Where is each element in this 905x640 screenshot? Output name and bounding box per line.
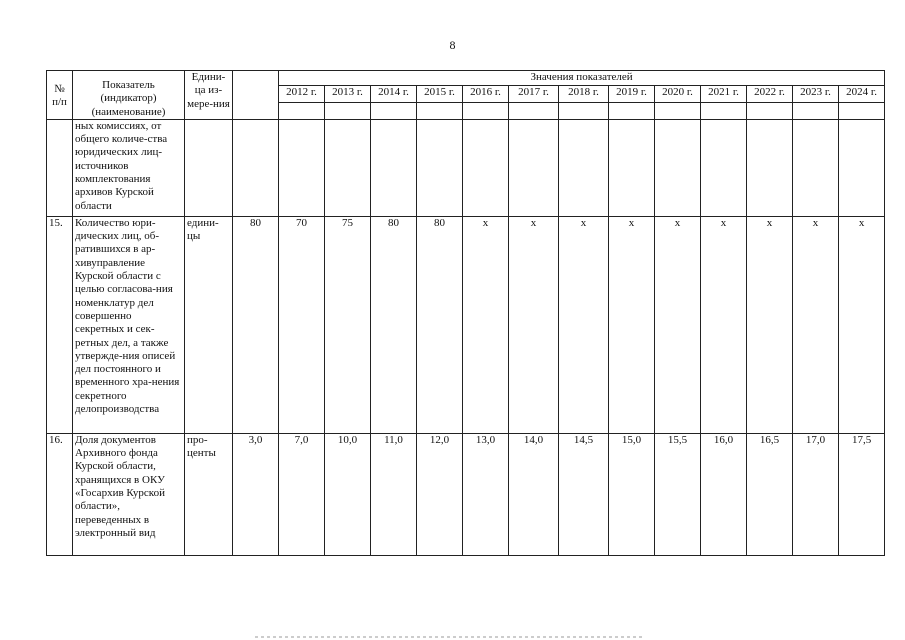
table-row [47,216,885,433]
row-value: 17,0 [793,433,839,555]
row-num: 15. [47,216,73,433]
row-value [463,119,509,216]
header-year: 2020 г. [655,85,701,102]
row-indicator-name: Количество юри-дических лиц, об-ратившихся в ар-хивуправление Курской области с целью согласова-ния номенклатур дел совершенно секретных и сек-ретных дел, а также утвержде-ния описей дел постоянного и временного хра-нения секретного делопроизводства [73,216,185,433]
row-value: 17,5 [839,433,885,555]
row-value: х [793,216,839,433]
row-value: х [655,216,701,433]
header-year: 2018 г. [559,85,609,102]
header-num: № п/п [47,71,73,120]
row-unit [185,119,233,216]
table-row [47,433,885,555]
page-number: 8 [449,38,456,52]
row-value [839,119,885,216]
row-value: 80 [233,216,279,433]
row-value: 13,0 [463,433,509,555]
row-value: х [559,216,609,433]
row-value: х [463,216,509,433]
header-year: 2012 г. [279,85,325,102]
row-indicator-name: ных комиссиях, от общего количе-ства юридических лиц-источников комплектования архивов Курской области [73,119,185,216]
row-num [47,119,73,216]
row-value [747,119,793,216]
scan-artifact [255,636,645,638]
header-values-group: Значения показателей [279,71,885,86]
row-value: х [701,216,747,433]
row-value: 14,0 [509,433,559,555]
row-unit: про-центы [185,433,233,555]
header-year: 2022 г. [747,85,793,102]
header-blank [233,71,279,120]
row-value [325,119,371,216]
row-value: х [839,216,885,433]
row-value [509,119,559,216]
row-value [701,119,747,216]
row-value: 16,5 [747,433,793,555]
row-value: 16,0 [701,433,747,555]
row-value: 12,0 [417,433,463,555]
header-year: 2019 г. [609,85,655,102]
row-value: 80 [371,216,417,433]
header-year: 2023 г. [793,85,839,102]
header-year: 2015 г. [417,85,463,102]
row-value [279,119,325,216]
row-value: 7,0 [279,433,325,555]
row-value [559,119,609,216]
row-value: 3,0 [233,433,279,555]
row-unit: едини-цы [185,216,233,433]
row-value: 80 [417,216,463,433]
header-year: 2014 г. [371,85,417,102]
row-indicator-name: Доля документов Архивного фонда Курской области, хранящихся в ОКУ «Госархив Курской области», переведенных в электронный вид [73,433,185,555]
row-value [371,119,417,216]
header-year: 2016 г. [463,85,509,102]
row-value: 75 [325,216,371,433]
row-value: 70 [279,216,325,433]
header-year: 2024 г. [839,85,885,102]
row-num: 16. [47,433,73,555]
header-year: 2021 г. [701,85,747,102]
header-year: 2017 г. [509,85,559,102]
row-value: х [747,216,793,433]
row-value [417,119,463,216]
row-value [793,119,839,216]
table-row [47,119,885,216]
row-value: 11,0 [371,433,417,555]
row-value: х [609,216,655,433]
row-value [609,119,655,216]
row-value [655,119,701,216]
indicators-table [46,70,885,556]
header-year: 2013 г. [325,85,371,102]
row-value: 14,5 [559,433,609,555]
row-value: 10,0 [325,433,371,555]
row-value [233,119,279,216]
header-indicator: Показатель (индикатор) (наименование) [73,71,185,120]
row-value: х [509,216,559,433]
header-unit: Едини-ца из-мере-ния [185,71,233,120]
row-value: 15,0 [609,433,655,555]
row-value: 15,5 [655,433,701,555]
